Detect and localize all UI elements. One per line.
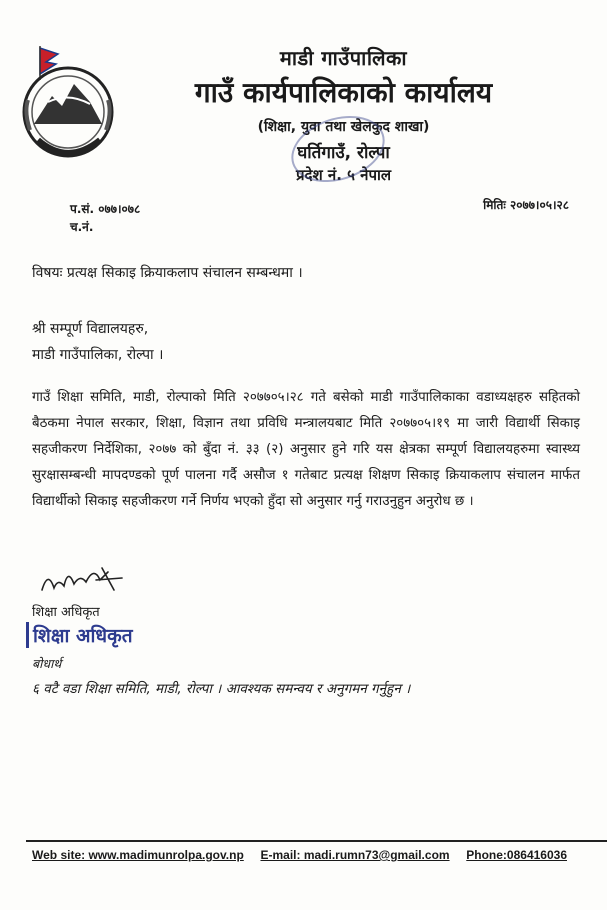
office-name: गाउँ कार्यपालिकाको कार्यालय — [194, 76, 493, 109]
signatory-title: शिक्षा अधिकृत — [32, 605, 100, 620]
recipient-line: माडी गाउँपालिका, रोल्पा । — [32, 347, 164, 363]
reference-number: प.सं. ०७७।०७८ — [70, 202, 141, 216]
signatory-stamp: शिक्षा अधिकृत — [26, 622, 133, 648]
footer-divider — [26, 840, 607, 842]
municipality-name: माडी गाउँपालिका — [279, 46, 408, 70]
letter-date: मितिः २०७७।०५।२८ — [483, 198, 569, 212]
recipient-line: श्री सम्पूर्ण विद्यालयहरु, — [32, 321, 149, 337]
cc-item: ६ वटै वडा शिक्षा समिति, माडी, रोल्पा । आवश्यक समन्वय र अनुगमन गर्नुहुन । — [32, 681, 411, 697]
footer-website[interactable]: Web site: www.madimunrolpa.gov.np — [32, 848, 244, 862]
nepal-emblem-icon — [8, 40, 128, 170]
dispatch-number: च.नं. — [70, 220, 94, 234]
signature-icon — [38, 560, 128, 600]
office-location: घर्तिगाउँ, रोल्पा — [297, 143, 390, 163]
footer — [32, 848, 567, 862]
reference-block — [70, 200, 140, 236]
letter-body: गाउँ शिक्षा समिति, माडी, रोल्पाको मिति २०७७०५।२८ गते बसेको माडी गाउँपालिकाका वडाध्यक्षहरु सहितको बैठकमा नेपाल सरकार, शिक्षा, विज्ञान तथा प्रविधि मन्त्रालयबाट मिति २०७७०५।१९ मा जारी विद्यार्थी सिकाइ सहजीकरण निर्देशिका, २०७७ को बुँदा नं. ३३ (२) अनुसार हुने गरि यस क्षेत्रका सम्पूर्ण विद्यालयहरुमा स्वास्थ्य सुरक्षासम्बन्धी मापदण्डको पूर्ण पालना गर्दै असौज १ गतेबाट प्रत्यक्ष शिक्षण सिकाइ क्रियाकलाप संचालन मार्फत विद्यार्थीको सिकाइ सहजीकरण गर्ने निर्णय भएको हुँदा सो अनुसार गर्नु गराउनुहुन अनुरोध छ । — [32, 390, 580, 509]
cc-heading: बोधार्थ — [32, 656, 62, 671]
footer-phone: Phone:086416036 — [466, 848, 567, 862]
section-name: (शिक्षा, युवा तथा खेलकुद शाखा) — [257, 119, 430, 135]
province-name: प्रदेश नं. ५ नेपाल — [295, 166, 392, 184]
recipient-block — [32, 316, 163, 368]
letter-subject: विषयः प्रत्यक्ष सिकाइ क्रियाकलाप संचालन सम्बन्धमा । — [32, 265, 303, 281]
footer-email[interactable]: E-mail: madi.rumn73@gmail.com — [260, 848, 450, 862]
